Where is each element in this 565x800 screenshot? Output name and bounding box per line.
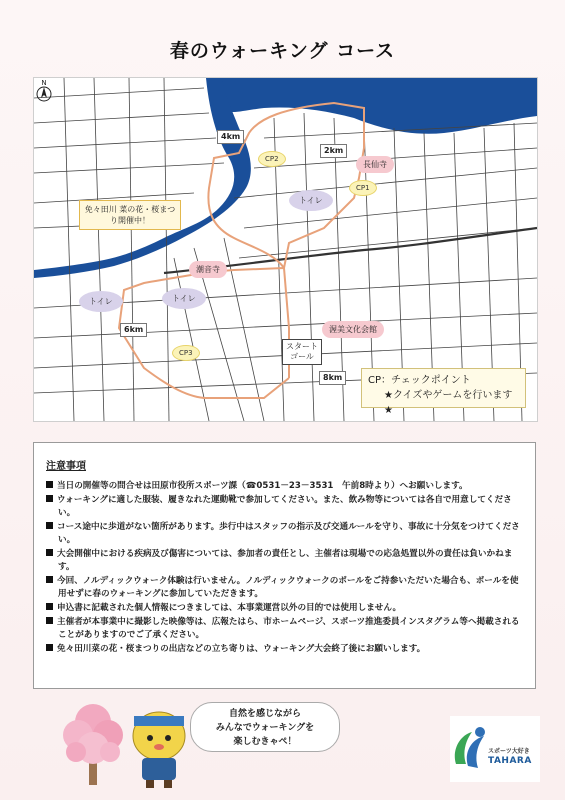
toilet-marker-2: トイレ [79,291,123,312]
speech-line-3: 楽しむきゃぺ！ [233,737,297,747]
north-arrow-icon [34,78,54,104]
speech-line-1: 自然を感じながら [228,709,301,719]
tahara-sports-logo [450,716,540,782]
checkpoint-cp1: CP1 [349,180,377,196]
logo-mark-icon [450,724,490,774]
page-title: 春のウォーキング コース [169,40,396,62]
mascot-character-icon [120,700,198,788]
distance-marker-6km: 6km [120,323,147,337]
legend-line-1: CP：チェックポイント [368,375,471,386]
checkpoint-cp3: CP3 [172,345,200,361]
toilet-marker-1: トイレ [289,190,333,211]
notice-box [33,442,536,689]
course-map [33,77,538,422]
checkpoint-legend [361,368,526,416]
notice-list [46,480,523,656]
cherry-tree-icon [58,700,128,785]
festival-note: 免々田川 菜の花・桜まつり開催中！ [79,200,181,230]
mascot-speech-bubble [190,702,340,752]
notice-item: 免々田川菜の花・桜まつりの出店などの立ち寄りは、ウォーキング大会終了後にお願いします。 [46,643,523,656]
checkpoint-cp2: CP2 [258,151,286,167]
north-label: N [41,79,47,87]
notice-item: 当日の開催等の問合せは田原市役所スポーツ課（☎0531－23－3531 午前8時より）へお願いします。 [46,480,523,493]
goal-label: ゴール [290,352,314,361]
notice-item: 大会開催中における疾病及び傷害については、参加者の責任とし、主催者は現場での応急処置以外の責任は負いかねます。 [46,548,523,574]
notice-item: 主催者が本事業中に撮影した映像等は、広報たはら、市ホームページ、スポーツ推進委員インスタグラム等へ掲載されることがありますのでご了承ください。 [46,616,523,642]
distance-marker-2km: 2km [320,144,347,158]
notice-item: ウォーキングに適した服装、履きなれた運動靴で参加してください。また、飲み物等については各自で用意してください。 [46,494,523,520]
distance-marker-4km: 4km [217,130,244,144]
place-chosenji: 長仙寺 [356,156,394,173]
start-goal-box [282,339,322,365]
start-label: スタート [286,342,318,351]
toilet-marker-3: トイレ [162,288,206,309]
logo-text: TAHARA [488,756,532,766]
logo-subtitle: スポーツ大好き [488,748,530,755]
notice-title: 注意事項 [46,461,86,472]
notice-item: 申込書に記載された個人情報につきましては、本事業運営以外の目的では使用しません。 [46,602,523,615]
notice-item: コース途中に歩道がない箇所があります。歩行中はスタッフの指示及び交通ルールを守り、事故に十分気をつけてください。 [46,521,523,547]
place-chooonji: 潮音寺 [189,261,227,278]
legend-line-2: ★クイズやゲームを行います★ [384,390,513,416]
notice-item: 今回、ノルディックウォーク体験は行いません。ノルディックウォークのポールをご持参いただいた場合も、ポールを使用せずに春のウォーキングに参加していただきます。 [46,575,523,601]
speech-line-2: みんなでウォーキングを [215,723,315,733]
distance-marker-8km: 8km [319,371,346,385]
place-atsumi-culture-hall: 渥美文化会館 [322,321,384,338]
